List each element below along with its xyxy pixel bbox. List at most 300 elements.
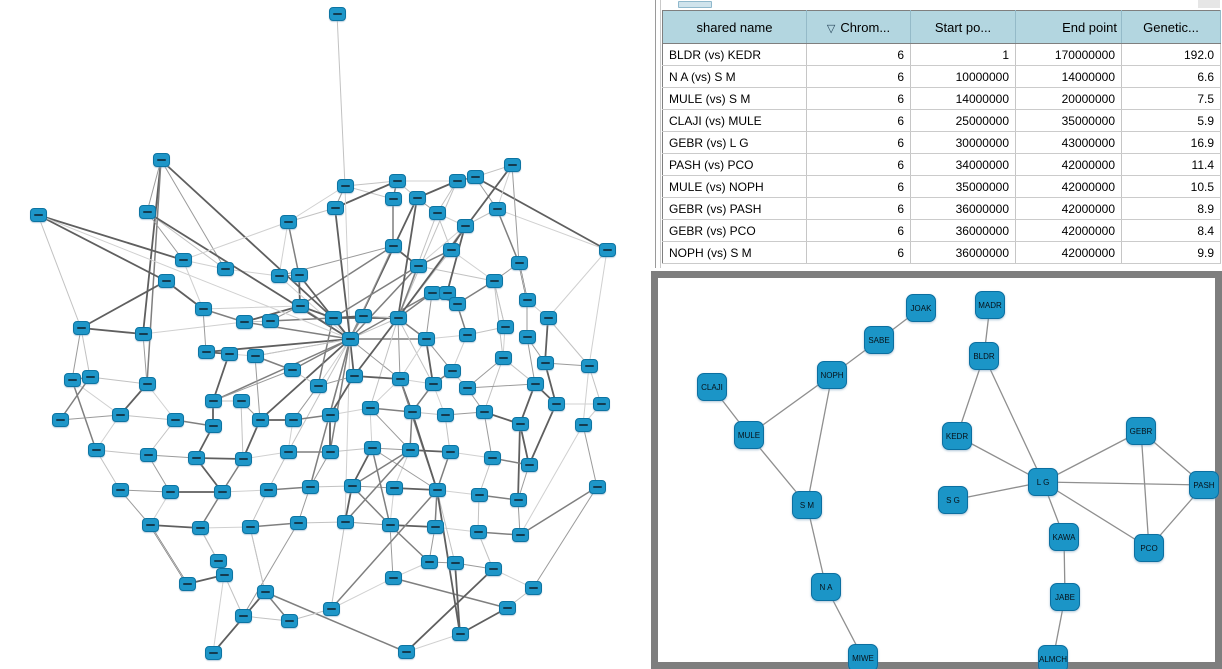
network-node[interactable] [385,239,402,253]
network-node[interactable] [188,451,205,465]
network-node[interactable] [385,192,402,206]
network-node[interactable] [217,262,234,276]
node-label-blur [341,185,350,187]
network-node[interactable] [280,215,297,229]
network-node[interactable] [429,206,446,220]
network-edge [333,266,418,318]
table-cell[interactable]: 42000000 [1016,176,1122,198]
network-node[interactable] [337,515,354,529]
network-node[interactable] [302,480,319,494]
node-label-blur [284,451,293,453]
table-cell[interactable]: CLAJI (vs) MULE [663,110,807,132]
table-cell[interactable]: GEBR (vs) L G [663,132,807,154]
node-label-blur [239,615,248,617]
network-node[interactable] [429,483,446,497]
node-label-blur [116,489,125,491]
network-node[interactable] [540,311,557,325]
table-row[interactable] [663,220,1221,242]
node-label-blur [162,280,171,282]
network-node[interactable] [192,521,209,535]
network-edge [331,578,393,609]
network-node[interactable] [470,525,487,539]
network-node[interactable] [112,408,129,422]
network-node[interactable] [418,332,435,346]
node-label-blur [490,280,499,282]
table-cell[interactable]: 35000000 [1016,110,1122,132]
subnetwork-node-KAWA[interactable] [1049,523,1079,551]
table-cell[interactable]: 42000000 [1016,220,1122,242]
network-node[interactable] [233,394,250,408]
filter-icon[interactable]: ▽ [826,22,836,35]
table-cell[interactable]: 1 [911,44,1016,66]
subnetwork-node-MADR[interactable] [975,291,1005,319]
network-node[interactable] [486,274,503,288]
network-node[interactable] [221,347,238,361]
network-node[interactable] [452,627,469,641]
table-cell[interactable]: 30000000 [911,132,1016,154]
network-node[interactable] [512,417,529,431]
network-node[interactable] [389,174,406,188]
network-node[interactable] [510,493,527,507]
table-cell[interactable]: 6 [807,220,911,242]
network-edge [520,425,583,535]
table-cell[interactable]: 20000000 [1016,88,1122,110]
network-node[interactable] [310,379,327,393]
network-node[interactable] [427,520,444,534]
subnetwork-node-L-G[interactable] [1028,468,1058,496]
network-node[interactable] [489,202,506,216]
network-edge [583,366,589,425]
network-node[interactable] [362,401,379,415]
network-node[interactable] [139,377,156,391]
network-node[interactable] [485,562,502,576]
node-label-blur [413,197,422,199]
network-edge [72,380,96,450]
network-node[interactable] [449,174,466,188]
node-label-blur [456,633,465,635]
network-edge [520,487,597,535]
node-label-blur [34,214,43,216]
network-node[interactable] [73,321,90,335]
table-cell[interactable]: 6 [807,110,911,132]
table-cell[interactable]: 6 [807,132,911,154]
table-cell[interactable]: MULE (vs) S M [663,88,807,110]
network-node[interactable] [443,243,460,257]
table-cell[interactable]: 6 [807,176,911,198]
table-cell[interactable]: 11.4 [1122,154,1221,176]
network-node[interactable] [236,315,253,329]
subnetwork-node-NOPH[interactable] [817,361,847,389]
node-label-blur [515,262,524,264]
network-edge [529,404,556,465]
table-cell[interactable]: 14000000 [1016,66,1122,88]
table-row[interactable] [663,176,1221,198]
table-cell[interactable]: 8.4 [1122,220,1221,242]
network-node[interactable] [471,488,488,502]
network-node[interactable] [327,201,344,215]
network-node[interactable] [444,364,461,378]
network-node[interactable] [216,568,233,582]
network-node[interactable] [271,269,288,283]
subnetwork-node-N-A[interactable] [811,573,841,601]
network-node[interactable] [162,485,179,499]
table-cell[interactable]: 6 [807,242,911,264]
table-cell[interactable]: GEBR (vs) PASH [663,198,807,220]
network-node[interactable] [459,381,476,395]
subnetwork-node-label: GEBR [1129,426,1153,436]
node-label-blur [214,560,223,562]
node-label-blur [603,249,612,251]
network-node[interactable] [153,153,170,167]
network-node[interactable] [382,518,399,532]
network-edge [81,281,166,328]
network-node[interactable] [210,554,227,568]
node-label-blur [179,259,188,261]
network-node[interactable] [88,443,105,457]
network-node[interactable] [364,441,381,455]
network-node[interactable] [511,256,528,270]
table-cell[interactable]: 36000000 [911,220,1016,242]
node-label-blur [296,305,305,307]
network-node[interactable] [139,205,156,219]
node-label-blur [359,315,368,317]
table-cell[interactable]: 6.6 [1122,66,1221,88]
network-node[interactable] [386,481,403,495]
network-edge [279,222,288,276]
table-cell[interactable]: 6 [807,198,911,220]
network-node[interactable] [135,327,152,341]
network-node[interactable] [235,609,252,623]
column-header-genetic-[interactable]: Genetic... [1122,11,1221,44]
network-node[interactable] [390,311,407,325]
network-node[interactable] [247,349,264,363]
subnetwork-node-MIWE[interactable] [848,644,878,669]
node-label-blur [585,365,594,367]
node-label-blur [166,491,175,493]
table-cell[interactable]: 42000000 [1016,154,1122,176]
subnetwork-node-BLDR[interactable] [969,342,999,370]
subnetwork-node-ALMCH[interactable] [1038,645,1068,669]
network-node[interactable] [198,345,215,359]
table-cell[interactable]: 34000000 [911,154,1016,176]
network-node[interactable] [262,314,279,328]
network-node[interactable] [257,585,274,599]
network-node[interactable] [30,208,47,222]
network-node[interactable] [252,413,269,427]
network-node[interactable] [280,445,297,459]
column-header-chrom-[interactable]: ▽ Chrom... [807,11,911,44]
subnetwork-node-KEDR[interactable] [942,422,972,450]
network-node[interactable] [512,528,529,542]
table-row[interactable] [663,44,1221,66]
node-label-blur [529,587,538,589]
subnetwork-node-S-G[interactable] [938,486,968,514]
network-edge [213,370,292,401]
node-label-blur [433,212,442,214]
node-label-blur [488,457,497,459]
network-node[interactable] [355,309,372,323]
node-label-blur [429,383,438,385]
node-label-blur [157,159,166,161]
table-cell[interactable]: 16.9 [1122,132,1221,154]
table-cell[interactable]: 192.0 [1122,44,1221,66]
node-label-blur [516,534,525,536]
subnetwork-node-JOAK[interactable] [906,294,936,322]
node-label-blur [508,164,517,166]
network-node[interactable] [235,452,252,466]
subnetwork-node-label: CLAJI [701,382,723,392]
network-node[interactable] [527,377,544,391]
network-node[interactable] [537,356,554,370]
node-label-blur [289,419,298,421]
subnetwork-node-label: MADR [978,300,1002,310]
network-node[interactable] [402,443,419,457]
table-cell[interactable]: 10000000 [911,66,1016,88]
subnetwork-node-CLAJI[interactable] [697,373,727,401]
column-header-shared-name[interactable]: shared name [663,11,807,44]
node-label-blur [209,652,218,654]
network-node[interactable] [322,445,339,459]
node-label-blur [443,292,452,294]
network-node[interactable] [459,328,476,342]
network-node[interactable] [158,274,175,288]
node-label-blur [523,299,532,301]
node-label-blur [394,317,403,319]
table-cell[interactable]: 42000000 [1016,242,1122,264]
network-node[interactable] [519,330,536,344]
table-cell[interactable]: GEBR (vs) PCO [663,220,807,242]
network-node[interactable] [519,293,536,307]
network-edge [241,401,243,459]
network-node[interactable] [214,485,231,499]
node-label-blur [202,351,211,353]
network-node[interactable] [337,179,354,193]
node-label-blur [544,317,553,319]
table-scrollbar-track [662,0,1222,9]
network-node[interactable] [142,518,159,532]
network-node[interactable] [52,413,69,427]
table-cell[interactable]: N A (vs) S M [663,66,807,88]
table-cell[interactable]: 6 [807,66,911,88]
network-node[interactable] [575,418,592,432]
network-node[interactable] [285,413,302,427]
table-cell[interactable]: 9.9 [1122,242,1221,264]
node-label-blur [493,208,502,210]
network-node[interactable] [112,483,129,497]
network-edge [583,425,597,487]
subnetwork-node-MULE[interactable] [734,421,764,449]
node-label-blur [428,292,437,294]
network-node[interactable] [284,363,301,377]
table-cell[interactable]: 36000000 [911,198,1016,220]
network-node[interactable] [323,602,340,616]
node-label-blur [475,494,484,496]
table-cell[interactable]: 35000000 [911,176,1016,198]
node-label-blur [143,383,152,385]
subnetwork-node-PCO[interactable] [1134,534,1164,562]
table-cell[interactable]: BLDR (vs) KEDR [663,44,807,66]
node-label-blur [346,338,355,340]
network-node[interactable] [344,479,361,493]
network-node[interactable] [392,372,409,386]
column-header-end-point[interactable]: End point [1016,11,1122,44]
network-node[interactable] [260,483,277,497]
node-label-blur [523,336,532,338]
table-cell[interactable]: 25000000 [911,110,1016,132]
network-node[interactable] [322,408,339,422]
subnetwork-node-label: SABE [868,335,890,345]
network-node[interactable] [179,577,196,591]
network-node[interactable] [385,571,402,585]
network-node[interactable] [521,458,538,472]
network-node[interactable] [325,311,342,325]
subnetwork-node-label: KEDR [945,431,969,441]
node-label-blur [326,451,335,453]
network-edge [337,14,345,186]
node-label-blur [453,180,462,182]
network-node[interactable] [421,555,438,569]
table-cell[interactable]: MULE (vs) NOPH [663,176,807,198]
network-node[interactable] [404,405,421,419]
edge-attribute-table-panel [662,0,1222,270]
table-cell[interactable]: 42000000 [1016,198,1122,220]
network-node[interactable] [457,219,474,233]
table-cell[interactable]: 170000000 [1016,44,1122,66]
network-node[interactable] [346,369,363,383]
network-node[interactable] [205,394,222,408]
subnetwork-node-GEBR[interactable] [1126,417,1156,445]
table-row[interactable] [663,242,1221,264]
table-cell[interactable]: 7.5 [1122,88,1221,110]
network-node[interactable] [449,297,466,311]
network-edge [81,328,143,334]
network-edge [255,356,260,420]
network-node[interactable] [281,614,298,628]
table-cell[interactable]: 6 [807,154,911,176]
table-cell[interactable]: 6 [807,44,911,66]
network-node[interactable] [205,419,222,433]
node-label-blur [225,353,234,355]
subnetwork-panel [651,271,1222,669]
table-cell[interactable]: PASH (vs) PCO [663,154,807,176]
network-edge [161,160,333,318]
subnetwork-node-JABE[interactable] [1050,583,1080,611]
table-cell[interactable]: NOPH (vs) S M [663,242,807,264]
table-cell[interactable]: 43000000 [1016,132,1122,154]
network-node[interactable] [525,581,542,595]
node-label-blur [448,370,457,372]
network-edge [250,527,265,592]
network-node[interactable] [140,448,157,462]
network-node[interactable] [292,299,309,313]
network-node[interactable] [495,351,512,365]
node-label-blur [221,268,230,270]
network-node[interactable] [499,601,516,615]
network-node[interactable] [195,302,212,316]
table-cell[interactable]: 10.5 [1122,176,1221,198]
subnetwork-node-SABE[interactable] [864,326,894,354]
network-node[interactable] [410,259,427,273]
network-node[interactable] [290,516,307,530]
network-node[interactable] [64,373,81,387]
table-row[interactable] [663,198,1221,220]
node-label-blur [333,13,342,15]
network-node[interactable] [175,253,192,267]
network-node[interactable] [447,556,464,570]
network-node[interactable] [342,332,359,346]
table-row[interactable] [663,66,1221,88]
node-label-blur [240,321,249,323]
network-node[interactable] [424,286,441,300]
network-node[interactable] [398,645,415,659]
network-node[interactable] [329,7,346,21]
table-cell[interactable]: 6 [807,88,911,110]
network-node[interactable] [242,520,259,534]
network-node[interactable] [589,480,606,494]
network-node[interactable] [581,359,598,373]
network-node[interactable] [409,191,426,205]
node-label-blur [284,221,293,223]
network-node[interactable] [548,397,565,411]
column-header-start-po-[interactable]: Start po... [911,11,1016,44]
subnetwork-node-PASH[interactable] [1189,471,1219,499]
table-row[interactable] [663,132,1221,154]
network-node[interactable] [599,243,616,257]
subnetwork-node-label: ALMCH [1039,654,1068,664]
node-label-blur [386,524,395,526]
network-node[interactable] [504,158,521,172]
network-node[interactable] [484,451,501,465]
node-label-blur [275,275,284,277]
table-row[interactable] [663,110,1221,132]
network-node[interactable] [82,370,99,384]
table-cell[interactable]: 14000000 [911,88,1016,110]
table-cell[interactable]: 8.9 [1122,198,1221,220]
network-node[interactable] [291,268,308,282]
node-label-blur [264,489,273,491]
node-label-blur [516,423,525,425]
network-node[interactable] [167,413,184,427]
table-row[interactable] [663,88,1221,110]
network-node[interactable] [437,408,454,422]
node-label-blur [144,454,153,456]
table-cell[interactable]: 36000000 [911,242,1016,264]
subnetwork-node-S-M[interactable] [792,491,822,519]
scrollbar-thumb[interactable] [678,1,712,8]
node-label-blur [552,403,561,405]
network-edge [38,215,81,328]
network-node[interactable] [425,377,442,391]
subnetwork-node-label: JOAK [910,303,932,313]
node-label-blur [56,419,65,421]
network-node[interactable] [497,320,514,334]
subnetwork-view[interactable] [658,278,1215,662]
table-cell[interactable]: 5.9 [1122,110,1221,132]
network-node[interactable] [442,445,459,459]
table-row[interactable] [663,154,1221,176]
network-node[interactable] [467,170,484,184]
subnetwork-node-label: S M [799,500,815,510]
node-label-blur [77,327,86,329]
subnetwork-node-label: KAWA [1052,532,1076,542]
node-label-blur [390,487,399,489]
node-label-blur [463,334,472,336]
network-node[interactable] [593,397,610,411]
network-node[interactable] [476,405,493,419]
panel-divider-inner [660,0,661,268]
network-node[interactable] [205,646,222,660]
network-edge [255,339,350,356]
